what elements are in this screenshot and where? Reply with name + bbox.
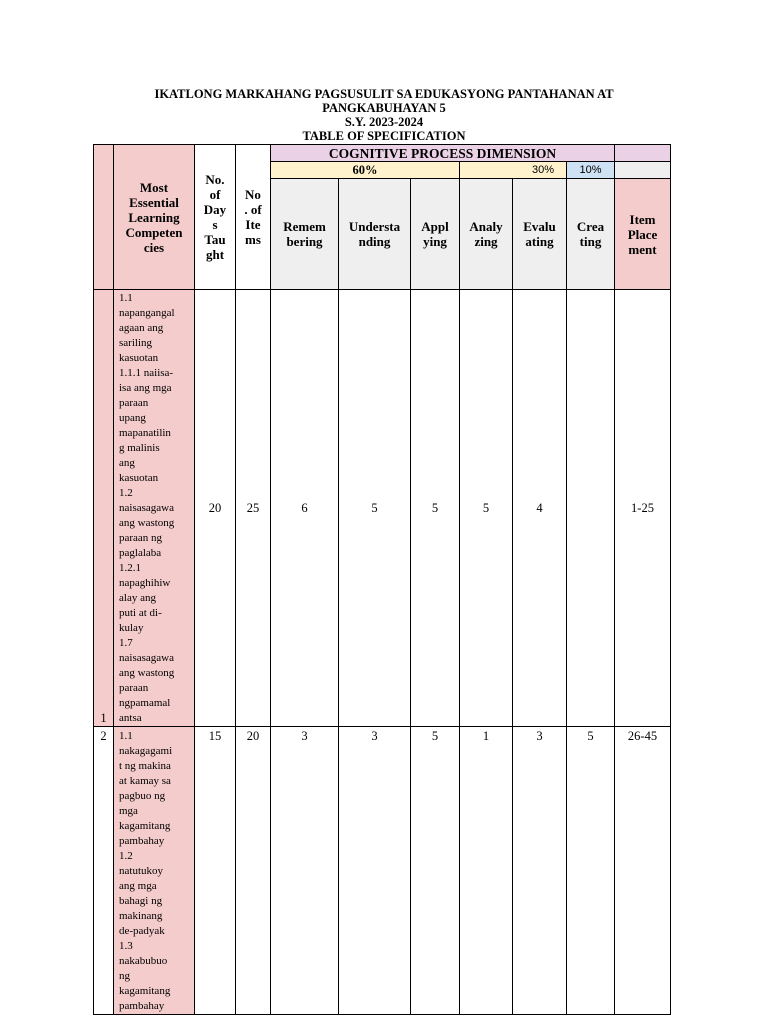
text-line: Evalu — [523, 219, 556, 234]
text-line: kulay — [119, 622, 144, 634]
text-line: g malinis — [119, 442, 160, 454]
text-line: paraan — [119, 397, 149, 409]
text-line: pagbuo ng — [119, 790, 166, 802]
text-line: s — [212, 217, 218, 232]
blank-header-cell — [615, 162, 671, 179]
text-line: Analy — [469, 219, 503, 234]
multiline-text — [615, 212, 670, 257]
text-line: . of — [244, 202, 262, 217]
no-of-items-header — [236, 145, 271, 290]
text-line: kasuotan — [119, 472, 159, 484]
understanding-header — [339, 179, 411, 290]
pct-60-header: 60% — [271, 162, 460, 179]
multiline-text — [567, 219, 614, 249]
evaluating-cell: 3 — [513, 727, 567, 1015]
text-line: 1.3 — [119, 940, 133, 952]
multiline-text — [119, 291, 192, 726]
text-line: natutukoy — [119, 865, 163, 877]
text-line: of — [209, 187, 221, 202]
text-line: No — [245, 187, 261, 202]
cognitive-process-dimension-header: COGNITIVE PROCESS DIMENSION — [271, 145, 615, 162]
text-line: 1.2.1 — [119, 562, 141, 574]
remembering-cell: 3 — [271, 727, 339, 1015]
text-line: Essential — [129, 194, 179, 210]
text-line: Remem — [283, 219, 326, 234]
text-line: ms — [245, 232, 261, 247]
competency-cell — [114, 727, 195, 1015]
title-line-3: S.Y. 2023-2024 — [344, 115, 424, 129]
multiline-text — [411, 219, 459, 249]
days-taught-cell: 20 — [195, 290, 236, 727]
text-line: nakabubuo — [119, 955, 168, 967]
text-line: 1.1.1 naiisa- — [119, 367, 174, 379]
evaluating-header — [513, 179, 567, 290]
text-line: napangangal — [119, 307, 175, 319]
text-line: kasuotan — [119, 352, 159, 364]
text-line: No. — [205, 172, 225, 187]
applying-cell: 5 — [411, 727, 460, 1015]
text-line: nakagagami — [119, 745, 173, 757]
multiline-text — [236, 187, 270, 247]
analyzing-cell: 1 — [460, 727, 513, 1015]
text-line: naisasagawa — [119, 502, 174, 514]
text-line: 1.7 — [119, 637, 133, 649]
applying-cell: 5 — [411, 290, 460, 727]
blank-header-cell — [615, 145, 671, 162]
remembering-header — [271, 179, 339, 290]
text-line: makinang — [119, 910, 163, 922]
text-line: de-padyak — [119, 925, 165, 937]
text-line: pambahay — [119, 1000, 165, 1012]
row-number-header — [94, 145, 114, 290]
text-line: isa ang mga — [119, 382, 172, 394]
text-line: napaghihiw — [119, 577, 171, 589]
text-line: 1.2 — [119, 487, 133, 499]
text-line: Appl — [421, 219, 449, 234]
text-line: paglalaba — [119, 547, 162, 559]
text-line: upang — [119, 412, 146, 424]
evaluating-cell: 4 — [513, 290, 567, 727]
text-line: Place — [627, 226, 658, 242]
text-line: cies — [143, 239, 165, 255]
understanding-cell: 5 — [339, 290, 411, 727]
title-line-1: IKATLONG MARKAHANG PAGSUSULIT SA EDUKASYONG PANTAHANAN AT — [154, 87, 614, 101]
multiline-text — [339, 219, 410, 249]
text-line: Crea — [576, 219, 605, 234]
text-line: Ite — [245, 217, 261, 232]
multiline-text — [460, 219, 512, 249]
text-line: ngpamamal — [119, 697, 171, 709]
item-placement-cell: 26-45 — [615, 727, 671, 1015]
text-line: ment — [628, 241, 657, 257]
item-placement-cell: 1-25 — [615, 290, 671, 727]
text-line: ng — [119, 970, 130, 982]
text-line: 1.1 — [119, 730, 133, 742]
analyzing-header — [460, 179, 513, 290]
text-line: Item — [629, 211, 656, 227]
text-line: antsa — [119, 712, 142, 724]
multiline-text — [114, 180, 194, 255]
text-line: mapanatilin — [119, 427, 171, 439]
row-number: 2 — [94, 727, 114, 1015]
text-line: kagamitang — [119, 985, 171, 997]
remembering-cell: 6 — [271, 290, 339, 727]
multiline-text — [195, 172, 235, 262]
item-placement-header — [615, 179, 671, 290]
text-line: ang wastong — [119, 667, 175, 679]
text-line: kagamitang — [119, 820, 171, 832]
text-line: pambahay — [119, 835, 165, 847]
text-line: ting — [579, 234, 602, 249]
text-line: naisasagawa — [119, 652, 174, 664]
multiline-text — [119, 729, 192, 1014]
table-of-specification — [93, 144, 671, 1015]
applying-header — [411, 179, 460, 290]
text-line: Learning — [128, 209, 180, 225]
title-line-4: TABLE OF SPECIFICATION — [302, 129, 466, 143]
text-line: Day — [203, 202, 227, 217]
text-line: ating — [525, 234, 554, 249]
text-line: Tau — [204, 232, 226, 247]
days-taught-header — [195, 145, 236, 290]
text-line: bering — [286, 234, 323, 249]
text-line: Understa — [348, 219, 401, 234]
multiline-text — [513, 219, 566, 249]
text-line: ang mga — [119, 880, 157, 892]
text-line: Competen — [125, 224, 183, 240]
text-line: paraan — [119, 682, 149, 694]
text-line: puti at di- — [119, 607, 162, 619]
text-line: 1.2 — [119, 850, 133, 862]
text-line: ght — [205, 247, 225, 262]
no-of-items-cell: 25 — [236, 290, 271, 727]
creating-header — [567, 179, 615, 290]
pct-30-header: 30% — [460, 162, 567, 179]
days-taught-cell: 15 — [195, 727, 236, 1015]
text-line: bahagi ng — [119, 895, 163, 907]
text-line: agaan ang — [119, 322, 164, 334]
table-row — [94, 727, 671, 1015]
text-line: ang wastong — [119, 517, 175, 529]
text-line: zing — [474, 234, 498, 249]
text-line: at kamay sa — [119, 775, 171, 787]
text-line: paraan ng — [119, 532, 163, 544]
creating-cell: 5 — [567, 727, 615, 1015]
text-line: 1.1 — [119, 292, 133, 304]
text-line: Most — [139, 179, 169, 195]
competencies-header — [114, 145, 195, 290]
table-row — [94, 290, 671, 727]
analyzing-cell: 5 — [460, 290, 513, 727]
no-of-items-cell: 20 — [236, 727, 271, 1015]
text-line: t ng makina — [119, 760, 171, 772]
understanding-cell: 3 — [339, 727, 411, 1015]
title-line-2: PANGKABUHAYAN 5 — [322, 101, 446, 115]
text-line: nding — [358, 234, 391, 249]
text-line: sariling — [119, 337, 152, 349]
text-line: alay ang — [119, 592, 156, 604]
creating-cell — [567, 290, 615, 727]
pct-10-header: 10% — [567, 162, 615, 179]
row-number: 1 — [94, 290, 114, 727]
text-line: ang — [119, 457, 135, 469]
text-line: mga — [119, 805, 138, 817]
multiline-text — [271, 219, 338, 249]
competency-cell — [114, 290, 195, 727]
text-line: ying — [423, 234, 447, 249]
